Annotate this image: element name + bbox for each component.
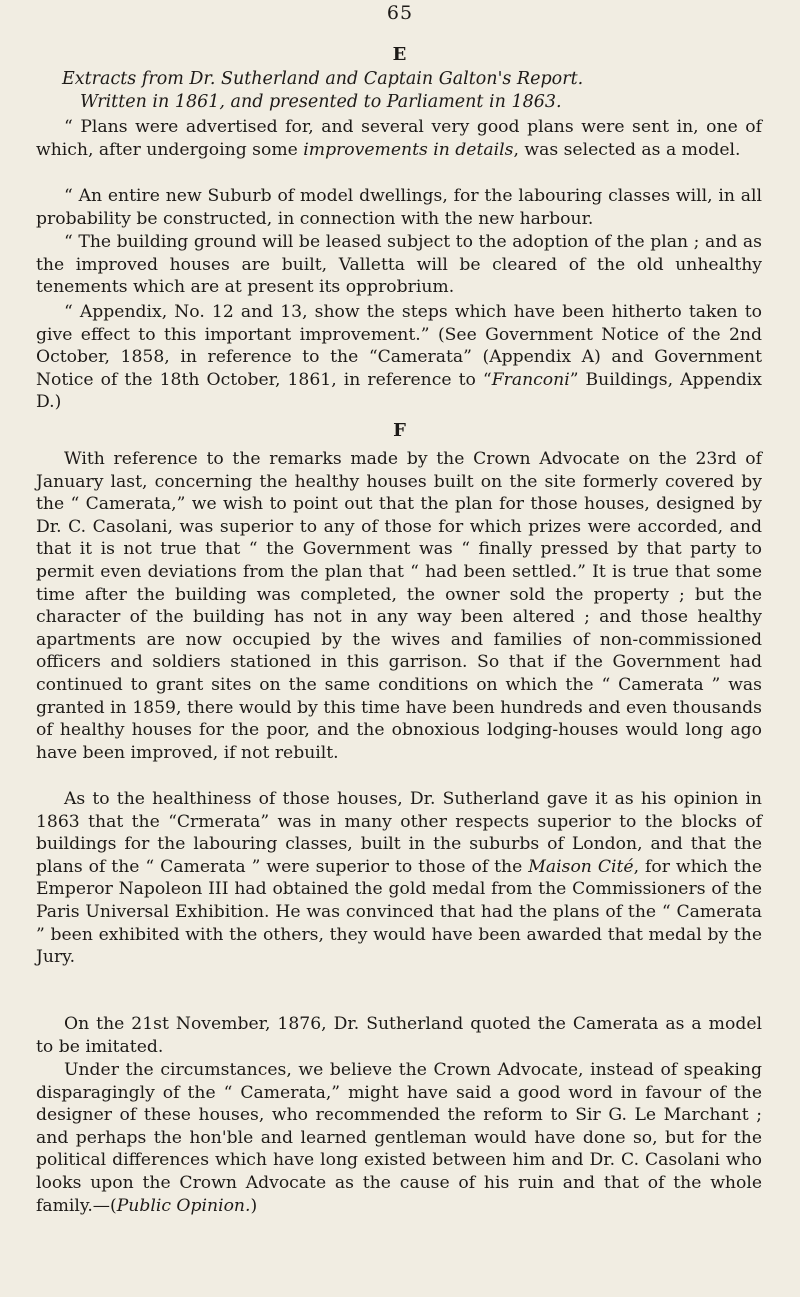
heading-line-1: Extracts from Dr. Sutherland and Captain Galton's Report.: [62, 69, 584, 89]
paragraph-healthiness: As to the healthiness of those houses, Dr. Sutherland gave it as his opinion in 1863 that the “Crmerata” was in many other respects superior to the blocks of buildings for the labouring classes, built in the suburbs of London, and that the plans of the “ Camerata ” were superior to those of the Maison Cité, for which the Emperor Napoleon III had obtained the gold medal from the Commissioners of the Paris Universal Exhibition. He was convinced that had the plans of the “ Camerata ” been exhibited with the others, they would have been awarded that medal by the Jury.: [36, 789, 762, 968]
heading-line-2: Written in 1861, and presented to Parliament in 1863.: [80, 92, 562, 112]
paragraph-building-ground: “ The building ground will be leased subject to the adoption of the plan ; and as the improved houses are built, Valletta will be cleared of the old unhealthy tenements which are at present its opprobrium.: [36, 232, 762, 298]
paragraph-circumstances: Under the circumstances, we believe the Crown Advocate, instead of speaking disparagingly of the “ Camerata,” might have said a good word in favour of the designer of these houses, who recommended the reform to Sir G. Le Marchant ; and perhaps the hon'ble and learned gentleman would have done so, but for the political differences which have long existed between him and Dr. C. Casolani who looks upon the Crown Advocate as the cause of his ruin and that of the whole family.—(Public Opinion.): [36, 1060, 762, 1216]
section-marker-e: E: [392, 44, 408, 65]
paragraph-appendix: “ Appendix, No. 12 and 13, show the steps which have been hitherto taken to give effect to this important improvement.” (See Government Notice of the 2nd October, 1858, in reference to the “Camerata” (Appendix A) and Government Notice of the 18th October, 1861, in reference to “Franconi” Buildings, Appendix D.): [36, 302, 762, 413]
section-heading: [62, 68, 762, 114]
paragraph-suburb: “ An entire new Suburb of model dwellings, for the labouring classes will, in all probability be constructed, in connection with the new harbour.: [36, 186, 762, 229]
section-marker-f: F: [393, 420, 407, 441]
paragraph-november: On the 21st November, 1876, Dr. Sutherland quoted the Camerata as a model to be imitated.: [36, 1014, 762, 1057]
page-number: 65: [386, 2, 414, 24]
paragraph-plans: “ Plans were advertised for, and several very good plans were sent in, one of which, after undergoing some improvements in details, was selected as a model.: [36, 117, 762, 160]
paragraph-crown-advocate: With reference to the remarks made by the Crown Advocate on the 23rd of January last, concerning the healthy houses built on the site formerly covered by the “ Camerata,” we wish to point out that the plan for those houses, designed by Dr. C. Casolani, was superior to any of those for which prizes were accorded, and that it is not true that “ the Government was “ finally pressed by that party to permit even deviations from the plan that “ had been settled.” It is true that some time after the building was completed, the owner sold the property ; but the character of the building has not in any way been altered ; and those healthy apartments are now occupied by the wives and families of non-commissioned officers and soldiers stationed in this garrison. So that if the Government had continued to grant sites on the same conditions on which the “ Camerata ” was granted in 1859, there would by this time have been hundreds and even thousands of healthy houses for the poor, and the obnoxious lodging-houses would long ago have been improved, if not rebuilt.: [36, 449, 762, 763]
